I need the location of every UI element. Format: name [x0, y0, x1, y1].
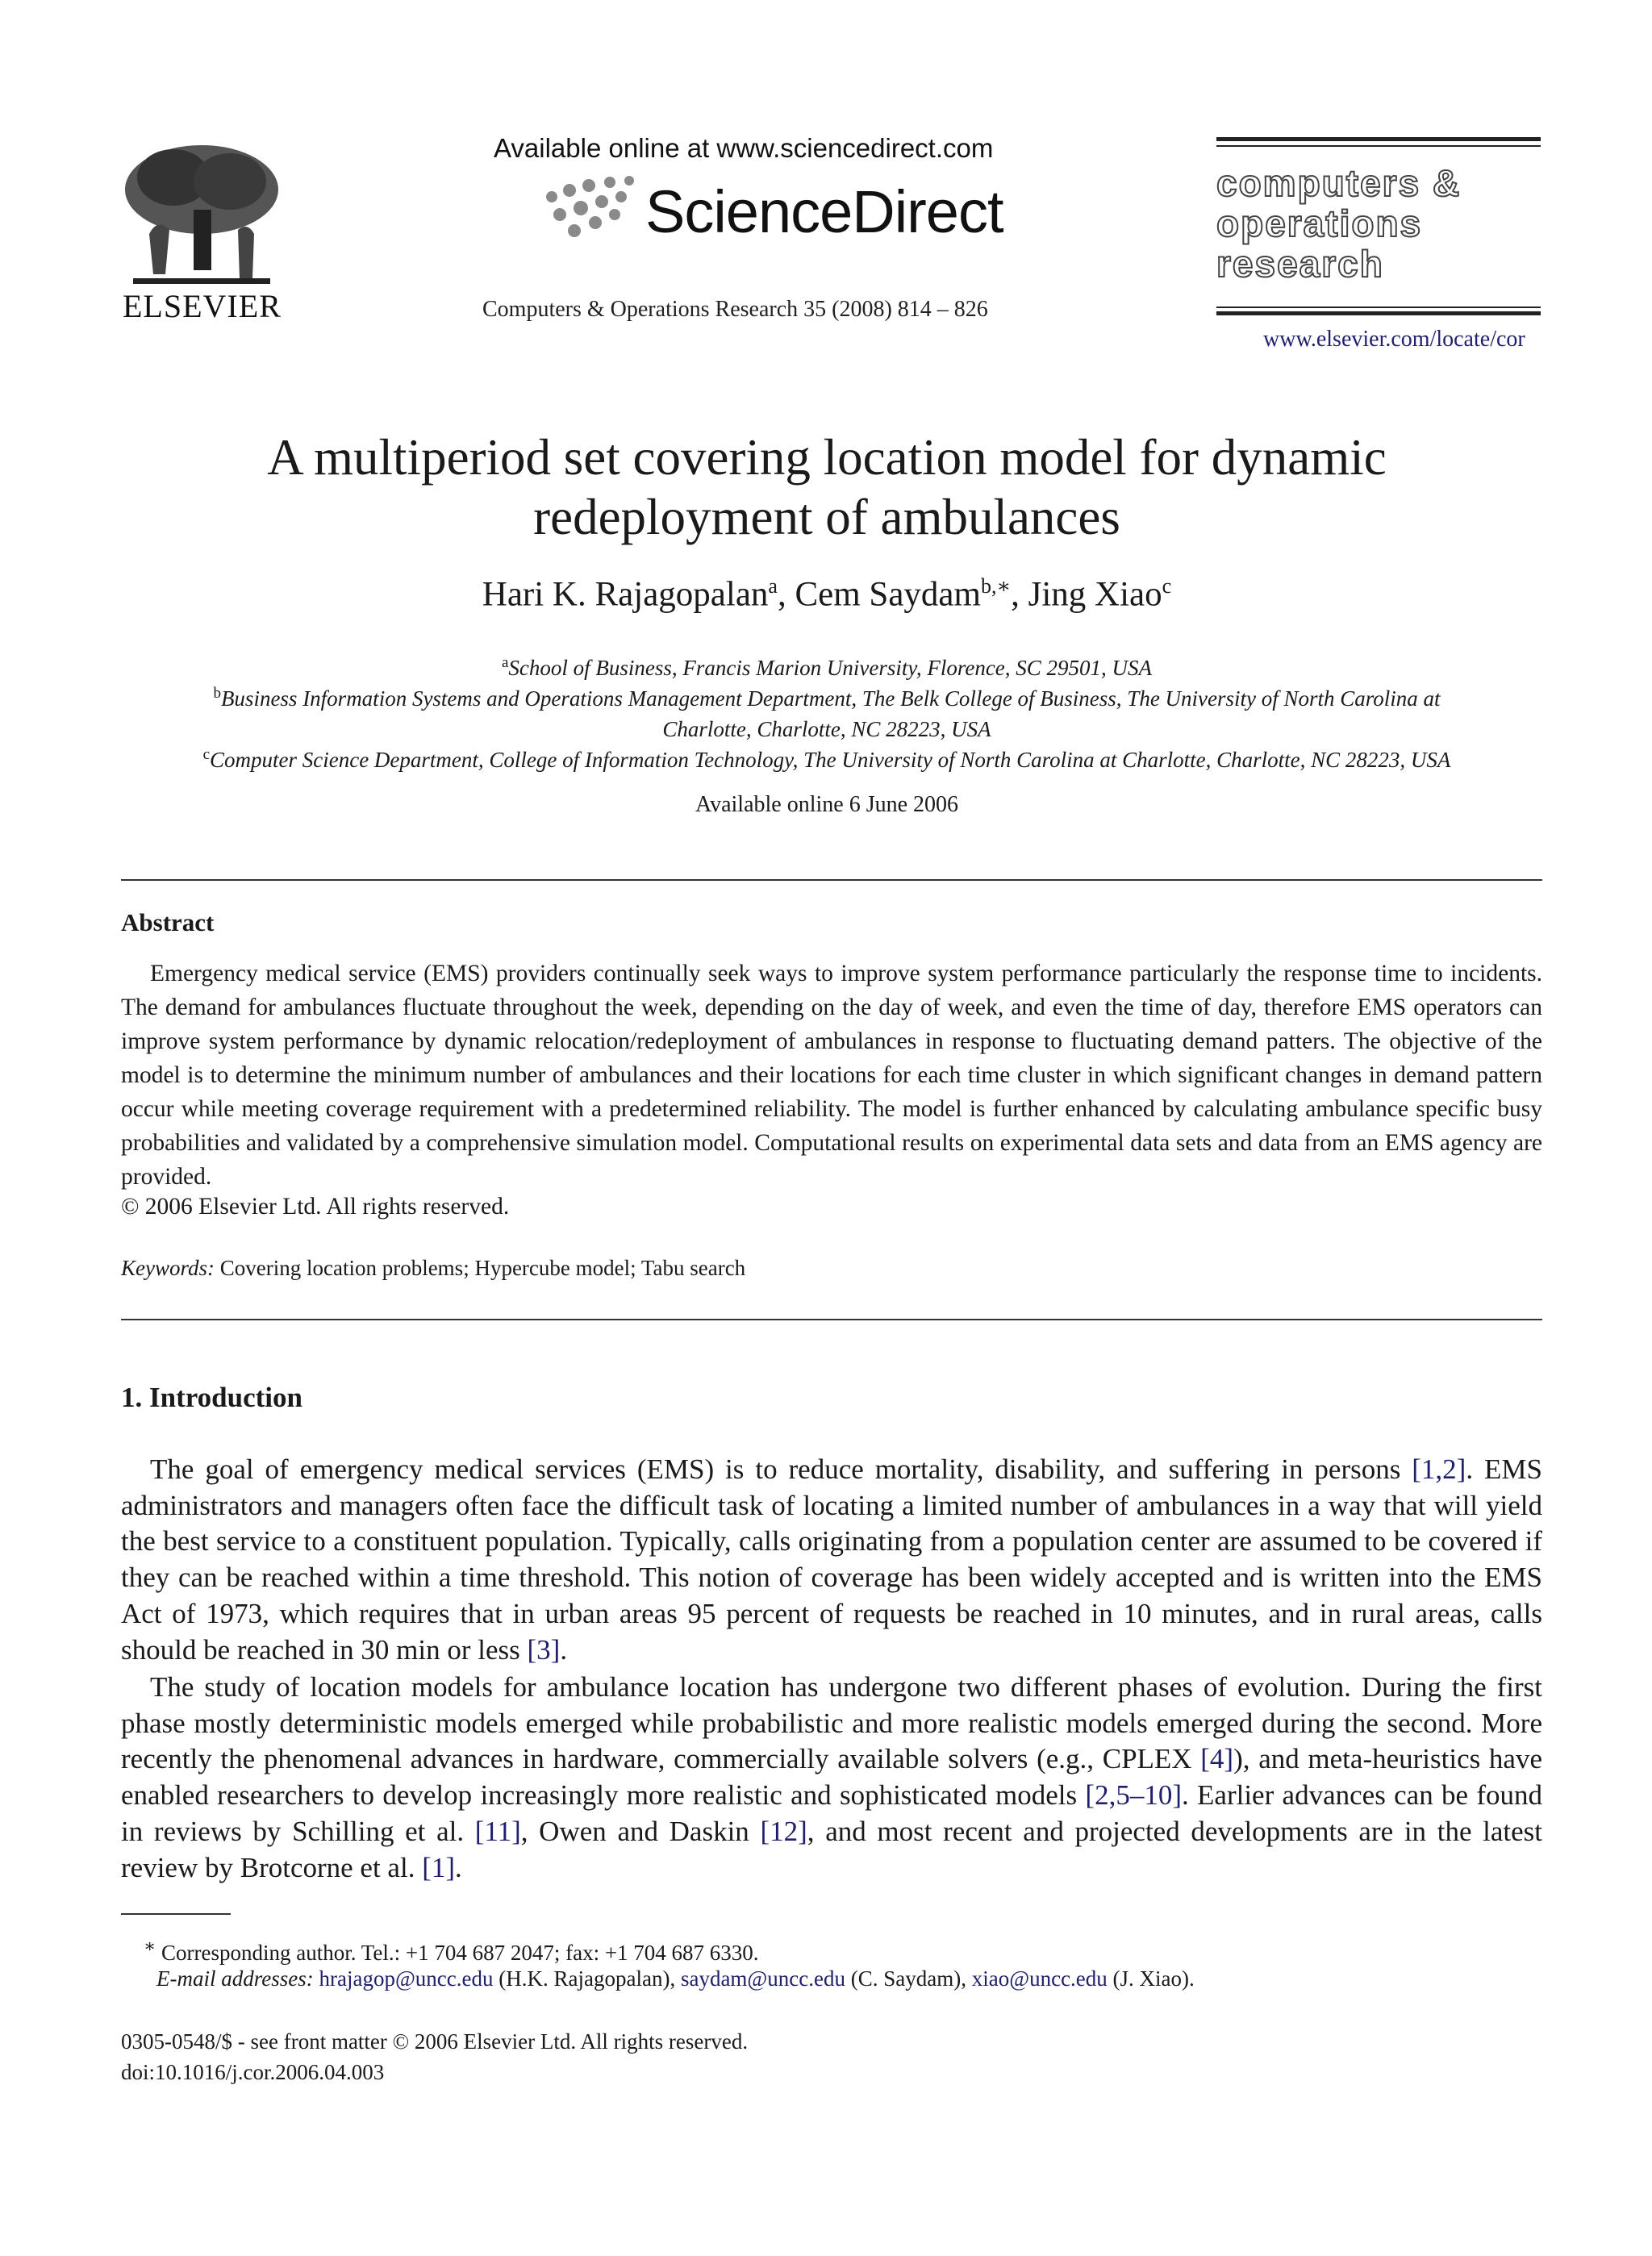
citation-link[interactable]: [11] — [474, 1815, 521, 1847]
email-link[interactable]: saydam@uncc.edu — [680, 1966, 845, 1991]
email-link[interactable]: hrajagop@uncc.edu — [319, 1966, 494, 1991]
journal-url-link[interactable]: www.elsevier.com/locate/cor — [1263, 327, 1525, 352]
citation-link[interactable]: [1,2] — [1412, 1453, 1466, 1485]
citation-link[interactable]: [2,5–10] — [1085, 1779, 1182, 1812]
journal-logo-rule — [1216, 137, 1541, 141]
footnote-rule — [121, 1913, 231, 1915]
affiliation: $^b$Business Information Systems and Operations Management Department, The Belk College of Business, The University of North Carolina at Charlotte, Charlotte, NC 28223, USA — [213, 685, 1441, 741]
author-name: Jing Xiao — [1028, 575, 1162, 614]
abstract-heading: Abstract — [121, 908, 215, 936]
available-online-text: Available online at www.sciencedirect.com — [494, 133, 994, 163]
author-affil-mark: c — [1162, 574, 1172, 598]
abstract-body: Emergency medical service (EMS) providers continually seek ways to improve system performance particularly the response time to incidents. The demand for ambulances fluctuate throughout the week, depending on the day of week, and even the time of day, therefore EMS operators can improve system performance by dynamic relocation/redeployment of ambulances in response to fluctuating demand patters. The objective of the model is to determine the minimum number of ambulances and their locations for each time cluster in which significant changes in demand pattern occur while meeting coverage requirement with a predetermined reliability. The model is further enhanced by calculating ambulance specific busy probabilities and validated by a comprehensive simulation model. Computational results on experimental data sets and data from an EMS agency are provided. — [121, 961, 1542, 1190]
article-title — [121, 427, 1533, 547]
author-name: Hari K. Rajagopalan — [482, 575, 769, 614]
journal-logo-line: research — [1216, 243, 1384, 285]
author-affil-mark: a — [768, 574, 778, 598]
citation-link[interactable]: [1] — [422, 1851, 456, 1883]
section-heading: 1. Introduction — [121, 1382, 302, 1413]
sciencedirect-wordmark: ScienceDirect — [645, 178, 1003, 245]
doi: doi:10.1016/j.cor.2006.04.003 — [121, 2060, 385, 2084]
journal-logo-rule — [1216, 306, 1541, 308]
keywords-list: Covering location problems; Hypercube model; Tabu search — [219, 1256, 746, 1280]
citation-link[interactable]: [3] — [527, 1633, 561, 1666]
intro-paragraph: The goal of emergency medical services (EMS) is to reduce mortality, disability, and suffering in persons [1,2]. EMS administrators and managers often face the difficult task of locating a limited number of ambulances in a way that will yield the best service to a constituent population. Typically, calls originating from a population center are assumed to be covered if they can be reached within a time threshold. This notion of coverage has been widely accepted and is written into the EMS Act of 1973, which requires that in urban areas 95 percent of requests be reached in 10 minutes, and in rural areas, calls should be reached in 30 min or less [3]. — [121, 1453, 1542, 1666]
elsevier-tree-logo — [117, 137, 286, 286]
intro-paragraph: The study of location models for ambulance location has undergone two different phases of evolution. During the first phase mostly deterministic models emerged while probabilistic and more realistic models emerged during the second. More recently the phenomenal advances in hardware, commercially available solvers (e.g., CPLEX [4]), and meta-heuristics have enabled researchers to develop increasingly more realistic and sophisticated models [2,5–10]. Earlier advances can be found in reviews by Schilling et al. [11], Owen and Daskin [12], and most recent and projected developments are in the latest review by Brotcorne et al. [1]. — [121, 1671, 1543, 1883]
publisher-wordmark: ELSEVIER — [123, 288, 282, 324]
email-addresses: E-mail addresses: hrajagop@uncc.edu (H.K. Rajagopalan), saydam@uncc.edu (C. Saydam), xiao@uncc.edu (J. Xiao). — [156, 1966, 1195, 1991]
affiliation: $^a$School of Business, Francis Marion University, Florence, SC 29501, USA — [501, 654, 1153, 680]
keywords — [121, 1256, 745, 1281]
front-matter: 0305-0548/$ - see front matter © 2006 Elsevier Ltd. All rights reserved. — [121, 2029, 749, 2054]
author-name: Cem Saydam — [795, 575, 981, 614]
sciencedirect-dots-icon — [536, 173, 649, 245]
journal-logo-line: operations — [1216, 202, 1423, 244]
author-affil-mark: b,∗ — [980, 574, 1012, 598]
title-line: A multiperiod set covering location model for dynamic — [267, 429, 1387, 486]
affiliation: $^c$Computer Science Department, College of Information Technology, The University of North Carolina at Charlotte, Charlotte, NC 28223, USA — [202, 746, 1451, 772]
available-online-date: Available online 6 June 2006 — [695, 792, 959, 817]
email-link[interactable]: xiao@uncc.edu — [971, 1966, 1108, 1991]
keywords-label: Keywords: — [121, 1256, 215, 1280]
journal-logo-rule — [1216, 145, 1541, 147]
citation-link[interactable]: [4] — [1200, 1743, 1234, 1775]
abstract-copyright: © 2006 Elsevier Ltd. All rights reserved. — [121, 1194, 510, 1220]
citation-link[interactable]: [12] — [760, 1815, 807, 1847]
divider — [121, 1319, 1542, 1320]
journal-reference: Computers & Operations Research 35 (2008) 814 – 826 — [482, 297, 988, 322]
corresponding-author-note: ∗ Corresponding author. Tel.: +1 704 687 2047; fax: +1 704 687 6330. — [144, 1936, 759, 1965]
divider — [121, 879, 1542, 881]
journal-logo-line: computers & — [1216, 162, 1462, 204]
author-list: Hari K. Rajagopalan$^a$, Cem Saydam$^{b,∗}$, Jing Xiao$^c$ — [482, 574, 1172, 614]
journal-logo-rule — [1216, 311, 1541, 315]
title-line: redeployment of ambulances — [533, 489, 1120, 545]
